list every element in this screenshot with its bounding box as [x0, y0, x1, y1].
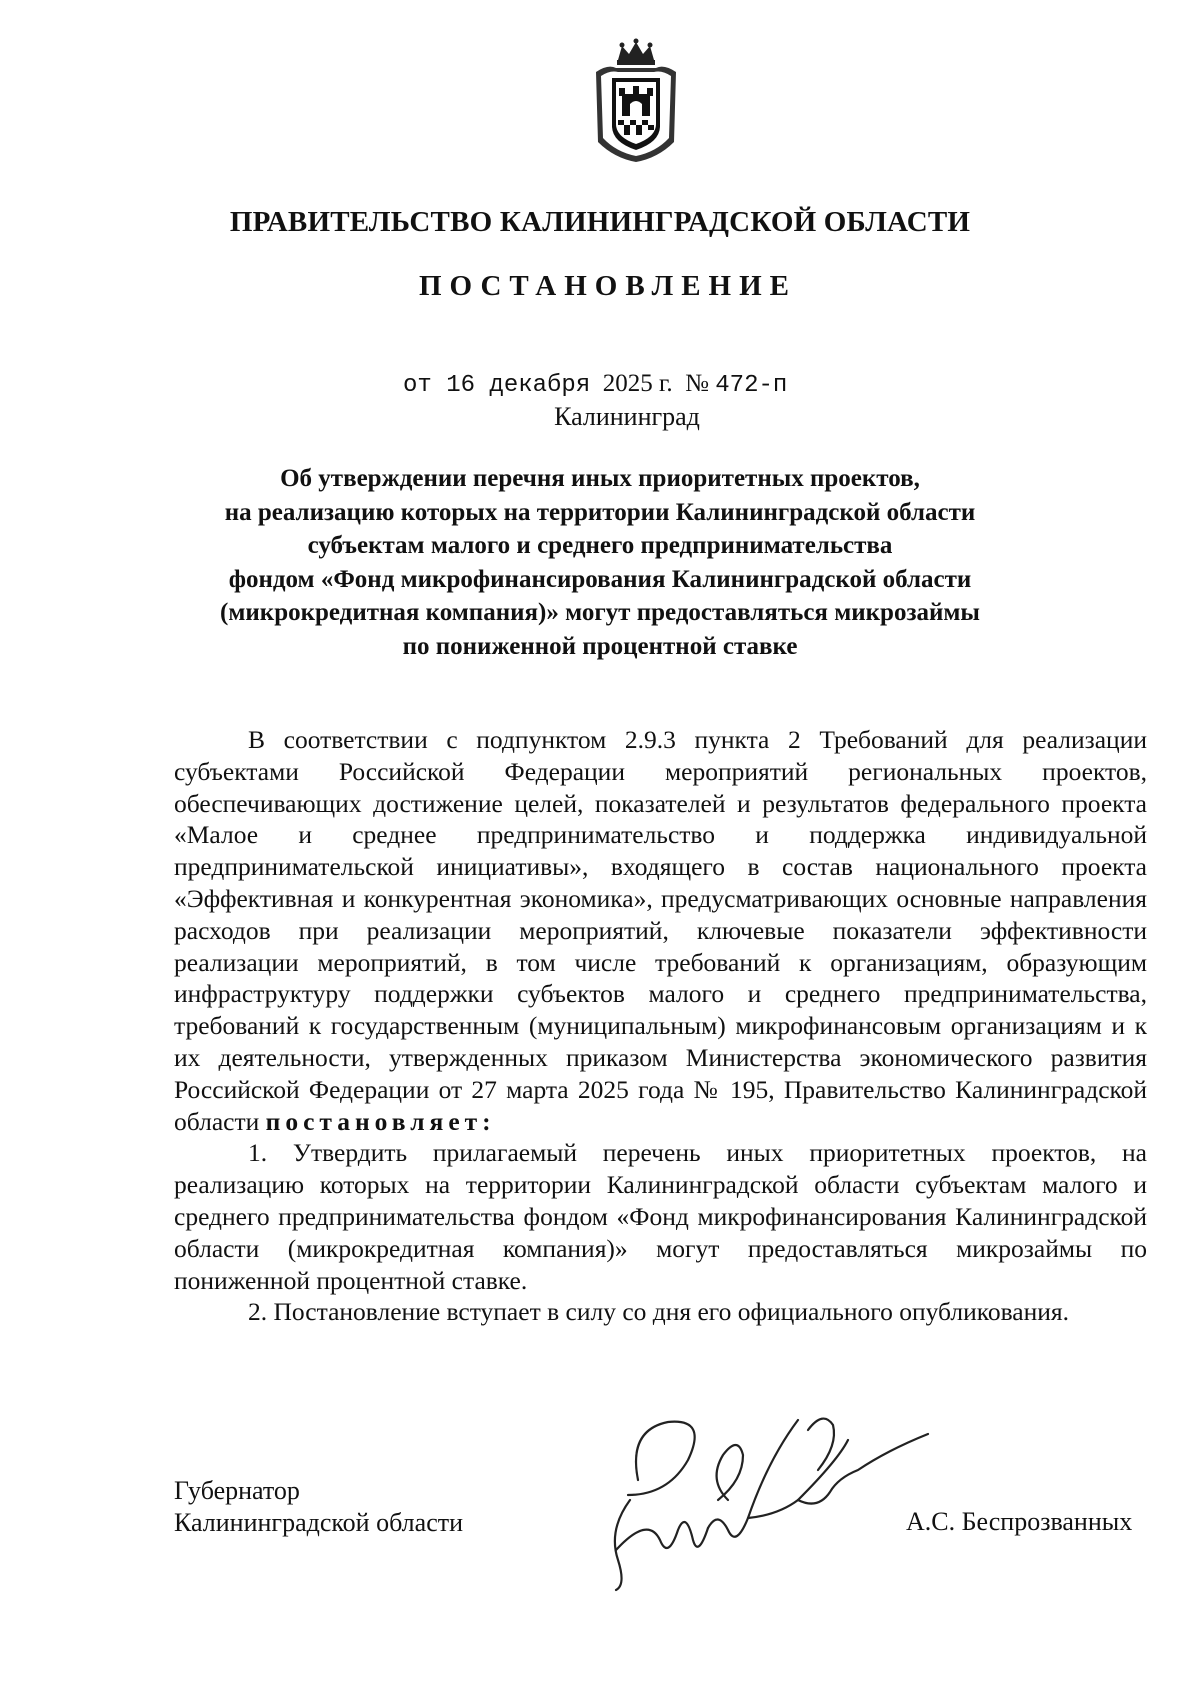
document-city: Калининград [554, 402, 700, 431]
handwritten-signature [568, 1400, 938, 1600]
document-type: ПОСТАНОВЛЕНИЕ [418, 270, 797, 302]
subject-line: по пониженной процентной ставке [402, 632, 798, 660]
item-2-paragraph: 2. Постановление вступает в силу со дня его официального опубликования. [248, 1297, 1069, 1327]
item-1-paragraph: 1. Утвердить прилагаемый перечень иных приоритетных проектов, на реализацию которых на территории Калининградской области субъектам малого и среднего предпринимательства фондом «Фонд микрофинансирования Калининградской области (микрокредитная компания)» могут предоставляться микрозаймы по пониженной процентной ставке. [174, 1138, 1147, 1295]
document-subject [180, 462, 1020, 663]
subject-line: на реализацию которых на территории Калининградской области [224, 498, 976, 526]
preamble-paragraph [174, 724, 1147, 1137]
subject-line: субъектам малого и среднего предпринимательства [307, 532, 893, 559]
number-sign: № [685, 370, 710, 397]
position-line-1: Губернатор [174, 1476, 300, 1505]
coat-of-arms-icon [588, 38, 684, 166]
document-date: от 16 декабря [403, 372, 591, 399]
position-line-2: Калининградской области [174, 1508, 464, 1537]
subject-line: фондом «Фонд микрофинансирования Калининградской области [228, 565, 972, 593]
document-body [174, 724, 1147, 1328]
subject-line: Об утверждении перечня иных приоритетных проектов, [280, 465, 920, 492]
document-year: 2025 г. [602, 370, 673, 397]
signatory-position [174, 1475, 463, 1539]
resolves-word: постановляет: [265, 1106, 496, 1136]
document-date-number [403, 370, 787, 399]
preamble-text: В соответствии с подпунктом 2.9.3 пункта 2 Требований для реализации субъектами Российской Федерации мероприятий региональных проектов, обеспечивающих достижение целей, показателей и результатов федерального проекта «Малое и среднее предпринимательство и поддержка индивидуальной предпринимательской инициативы», входящего в состав национального проекта «Эффективная и конкурентная экономика», предусматривающих основные направления расходов при реализации мероприятий, ключевые показатели эффективности реализации мероприятий, в том числе требований к организациям, образующим инфраструктуру поддержки субъектов малого и среднего предпринимательства, требований к государственным (муниципальным) микрофинансовым организациям и к их деятельности, утвержденных приказом Министерства экономического развития Российской Федерации от 27 марта 2025 года № 195, Правительство Калининградской области [174, 725, 1147, 1136]
document-number: 472-п [715, 372, 788, 399]
signatory-name: А.С. Беспрозванных [906, 1507, 1133, 1536]
subject-line: (микрокредитная компания)» могут предоставляться микрозаймы [220, 599, 980, 626]
government-title: ПРАВИТЕЛЬСТВО КАЛИНИНГРАДСКОЙ ОБЛАСТИ [229, 206, 971, 238]
